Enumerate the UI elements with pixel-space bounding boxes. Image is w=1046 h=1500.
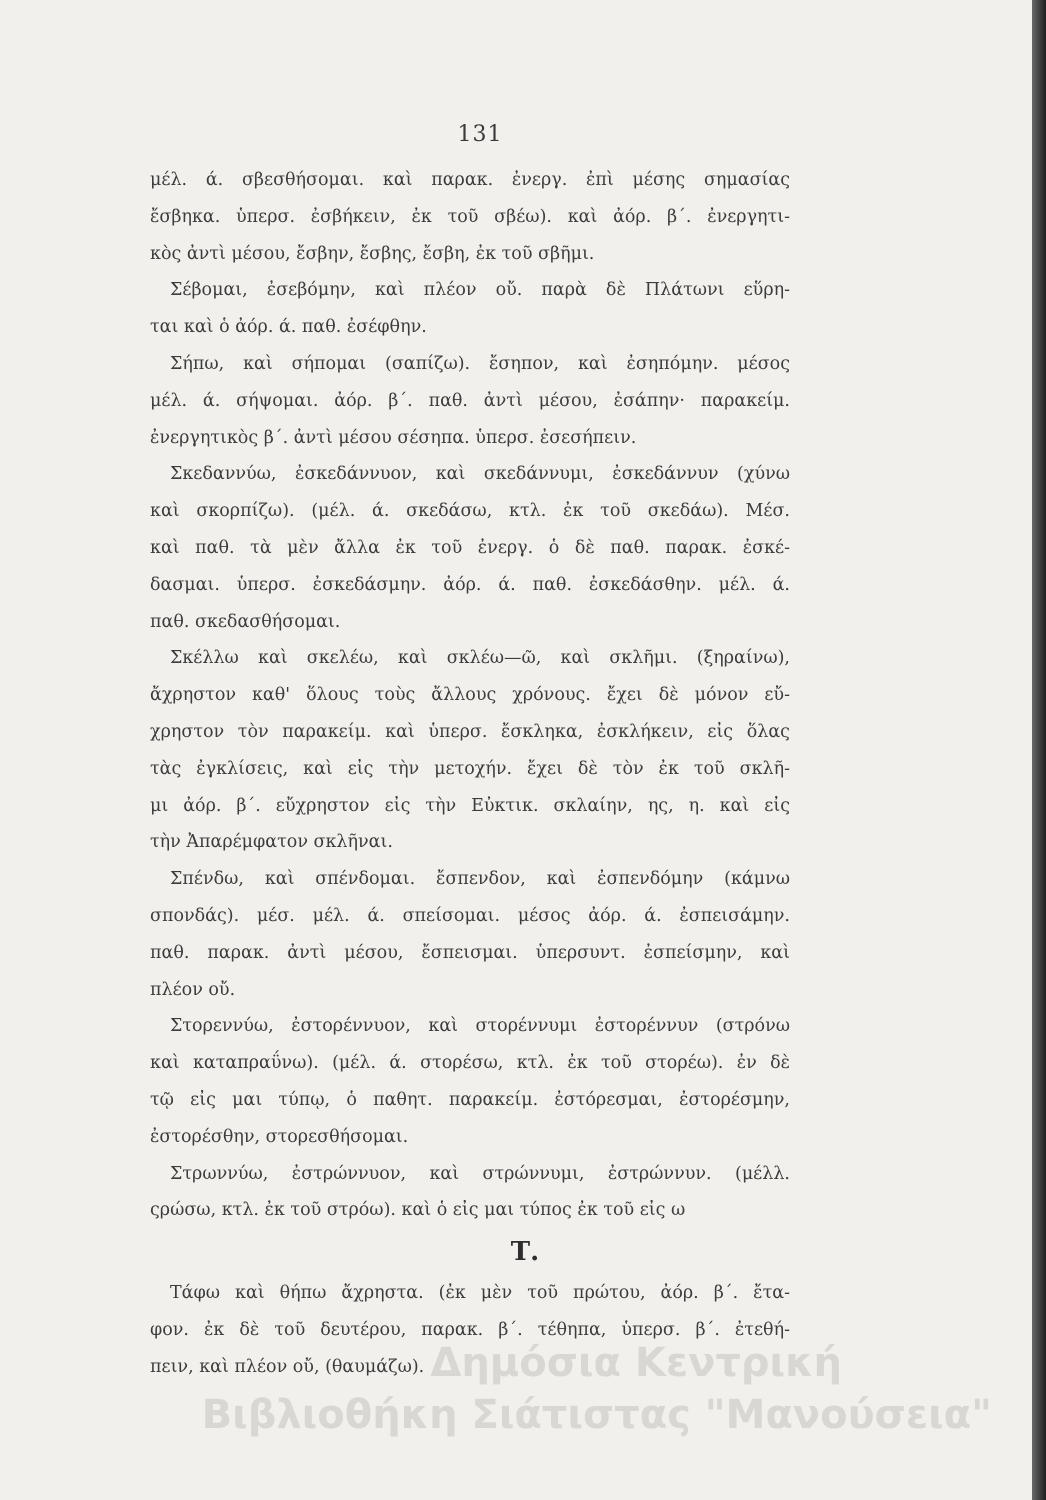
text-line: ςρώσω, κτλ. ἐκ τοῦ στρόω). καὶ ὁ εἰς μαι τύπος ἐκ τοῦ εἰς ω <box>150 1200 686 1221</box>
text-line: Τάφω καὶ θήπω ἄχρηστα. (ἐκ μὲν τοῦ πρώτου, ἀόρ. β΄. ἔτα- <box>170 1283 790 1304</box>
text-line: Σήπω, καὶ σήπομαι (σαπίζω). ἔσηπον, καὶ ἐσηπόμην. μέσος <box>170 353 790 374</box>
text-line: Σπένδω, καὶ σπένδομαι. ἔσπενδον, καὶ ἐσπενδόμην (κάμνω <box>170 869 790 890</box>
text-line: φον. ἐκ δὲ τοῦ δευτέρου, παρακ. β΄. τέθηπα, ὑπερσ. β΄. ἐτεθή- <box>150 1319 790 1340</box>
text-line: ται καὶ ὁ ἀόρ. ά. παθ. ἐσέφθην. <box>150 317 427 338</box>
text-line: δασμαι. ὑπερσ. ἐσκεδάσμην. ἀόρ. ά. παθ. ἐσκεδάσθην. μέλ. ά. <box>150 574 790 595</box>
text-line: Στορεννύω, ἐστορέννυον, καὶ στορέννυμι ἐστορέννυν (στρόνω <box>170 1016 790 1037</box>
text-line: μι ἀόρ. β΄. εὔχρηστον εἰς τὴν Εὐκτικ. σκλαίην, ης, η. καὶ εἰς <box>150 795 790 816</box>
text-line: Στρωννύω, ἐστρώννυον, καὶ στρώννυμι, ἐστρώννυν. (μέλλ. <box>170 1163 790 1184</box>
text-line: Σέβομαι, ἐσεβόμην, καὶ πλέον οὔ. παρὰ δὲ Πλάτωνι εὕρη- <box>170 280 790 301</box>
library-watermark-line1: Δημόσια Κεντρική <box>430 1340 842 1386</box>
library-watermark-line2: Βιβλιοθήκη Σιάτιστας "Μανούσεια" <box>201 1392 992 1438</box>
text-line: ἐστορέσθην, στορεσθήσομαι. <box>150 1126 409 1147</box>
text-line: παθ. σκεδασθήσομαι. <box>150 611 341 632</box>
text-line: σπονδάς). μέσ. μέλ. ά. σπείσομαι. μέσος ἀόρ. ά. ἐσπεισάμην. <box>150 905 790 926</box>
text-line: Σκεδαννύω, ἐσκεδάννυον, καὶ σκεδάννυμι, ἐσκεδάννυν (χύνω <box>170 464 790 485</box>
text-line: Σκέλλω καὶ σκελέω, καὶ σκλέω—ῶ, καὶ σκλῆμι. (ξηραίνω), <box>170 648 790 669</box>
text-line: μέλ. ά. σήψομαι. ἀόρ. β΄. παθ. ἀντὶ μέσου, ἐσάπην· παρακείμ. <box>150 390 790 411</box>
page-number: 131 <box>457 122 503 147</box>
text-line: τῷ εἰς μαι τύπῳ, ὁ παθητ. παρακείμ. ἐστόρεσμαι, ἐστορέσμην, <box>150 1089 790 1110</box>
text-line: πλέον οὔ. <box>150 979 236 1000</box>
text-line: καὶ σκορπίζω). (μέλ. ά. σκεδάσω, κτλ. ἐκ τοῦ σκεδάω). Μέσ. <box>150 501 790 522</box>
text-line: χρηστον τὸν παρακείμ. καὶ ὑπερσ. ἔσκληκα, ἐσκλήκειν, εἰς ὅλας <box>150 721 790 742</box>
text-line: κὸς ἀντὶ μέσου, ἔσβην, ἔσβης, ἔσβη, ἐκ τοῦ σβῆμι. <box>150 243 595 264</box>
text-line: τὴν Ἀπαρέμφατον σκλῆναι. <box>150 832 393 853</box>
section-letter: Τ. <box>510 1237 540 1268</box>
text-line: ἐνεργητικὸς β΄. ἀντὶ μέσου σέσηπα. ὑπερσ. ἐσεσήπειν. <box>150 427 637 448</box>
lines-before-section <box>150 162 790 1229</box>
text-line: καὶ παθ. τὰ μὲν ἄλλα ἐκ τοῦ ἐνεργ. ὁ δὲ παθ. παρακ. ἐσκέ- <box>150 537 790 558</box>
text-body <box>150 162 790 1386</box>
text-line: πειν, καὶ πλέον οὔ, (θαυμάζω). <box>150 1356 425 1377</box>
text-line: μέλ. ά. σβεσθήσομαι. καὶ παρακ. ἐνεργ. ἐπὶ μέσης σημασίας <box>150 170 790 190</box>
text-line: ἄχρηστον καθ' ὅλους τοὺς ἄλλους χρόνους. ἔχει δὲ μόνον εὔ- <box>150 685 790 706</box>
text-line: παθ. παρακ. ἀντὶ μέσου, ἔσπεισμαι. ὑπερσυντ. ἐσπείσμην, καὶ <box>150 942 790 963</box>
scan-edge-shadow <box>1032 0 1046 1500</box>
text-line: ἔσβηκα. ὑπερσ. ἐσβήκειν, ἐκ τοῦ σβέω). καὶ ἀόρ. β΄. ἐνεργητι- <box>150 206 790 227</box>
text-line: τὰς ἐγκλίσεις, καὶ εἰς τὴν μετοχήν. ἔχει δὲ τὸν ἐκ τοῦ σκλῆ- <box>150 758 790 779</box>
text-line: καὶ καταπραΰνω). (μέλ. ά. στορέσω, κτλ. ἐκ τοῦ στορέω). ἐν δὲ <box>150 1053 790 1074</box>
